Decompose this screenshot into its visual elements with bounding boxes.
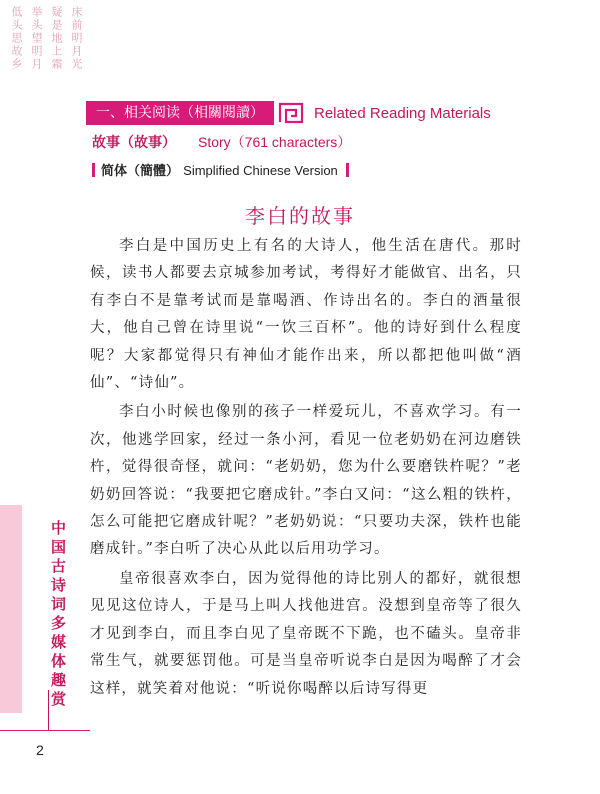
poem-line: 疑是地上霜 [50, 6, 63, 71]
fret-pattern-icon [278, 102, 304, 124]
story-label-en: Story（761 characters） [198, 134, 352, 150]
article-title: 李白的故事 [245, 204, 355, 228]
article-body [90, 233, 522, 705]
section-title-en: Related Reading Materials [314, 104, 491, 122]
section-header [86, 101, 491, 125]
version-bar-left [92, 163, 95, 177]
side-label: 中国古诗词多媒体趣赏 [49, 520, 67, 710]
story-header [92, 132, 351, 152]
poem-line: 低头思故乡 [10, 6, 23, 71]
story-label-cn: 故事（故事） [92, 135, 176, 151]
section-title-cn: 一、相关阅读（相關閱讀） [86, 101, 274, 125]
header-poem [10, 6, 82, 71]
footer-divider [0, 730, 90, 731]
version-header [92, 160, 349, 179]
version-bar-right [346, 163, 349, 177]
poem-line: 举头望明月 [30, 6, 43, 71]
paragraph: 皇帝很喜欢李白，因为觉得他的诗比别人的都好，就很想见见这位诗人，于是马上叫人找他进宫。没想到皇帝等了很久才见到李白，而且李白见了皇帝既不下跪，也不磕头。皇帝非常生气，就要惩罚他。可是当皇帝听说李白是因为喝醉了才会这样，就笑着对他说：“听说你喝醉以后诗写得更 [90, 570, 522, 697]
side-decoration-band [0, 505, 22, 713]
side-divider [48, 690, 49, 730]
poem-line: 床前明月光 [70, 6, 83, 71]
version-label-en: Simplified Chinese Version [183, 163, 338, 178]
paragraph: 李白小时候也像别的孩子一样爱玩儿，不喜欢学习。有一次，他逃学回家，经过一条小河，看见一位老奶奶在河边磨铁杵，觉得很奇怪，就问：“老奶奶，您为什么要磨铁杵呢？”老奶奶回答说：“我要把它磨成针。”李白又问：“这么粗的铁杵，怎么可能把它磨成针呢？”老奶奶说：“只要功夫深，铁杵也能磨成针。”李白听了决心从此以后用功学习。 [90, 404, 522, 558]
version-label-cn: 简体（簡體） [101, 164, 180, 179]
page-number: 2 [36, 742, 44, 758]
paragraph: 李白是中国历史上有名的大诗人，他生活在唐代。那时候，读书人都要去京城参加考试，考得好才能做官、出名，只有李白不是靠考试而是靠喝酒、作诗出名的。李白的酒量很大，他自己曾在诗里说“一饮三百杯”。他的诗好到什么程度呢？大家都觉得只有神仙才能作出来，所以都把他叫做“酒仙”、“诗仙”。 [90, 238, 522, 392]
